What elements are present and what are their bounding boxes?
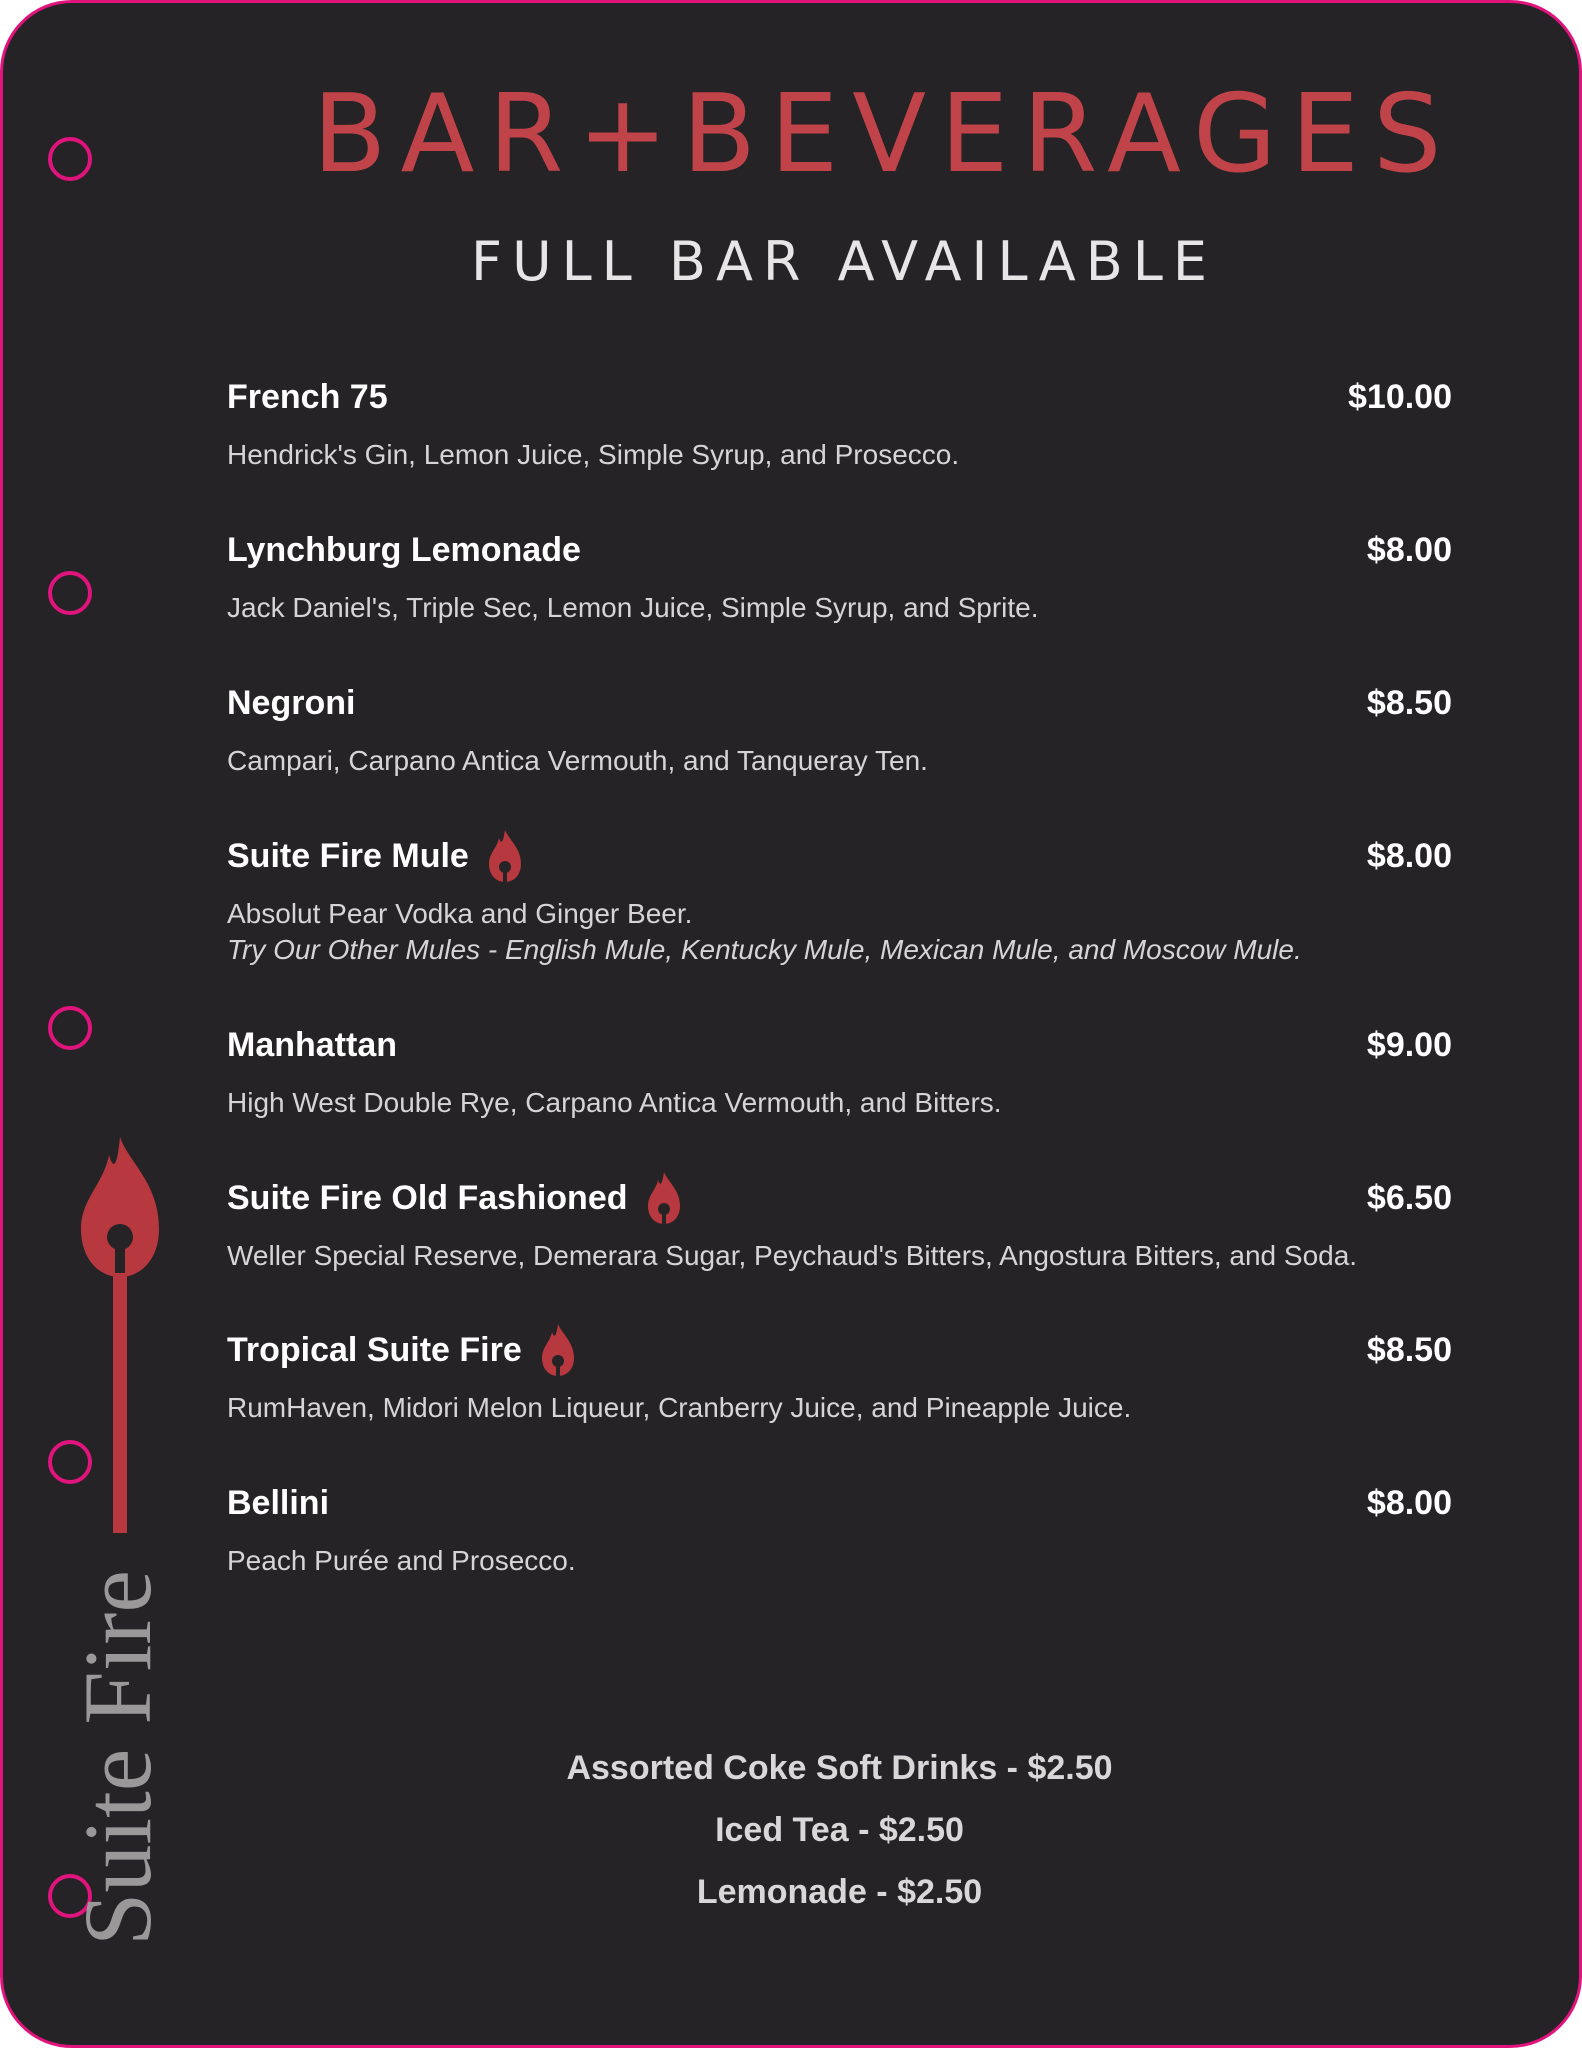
flame-icon (485, 828, 525, 884)
flame-icon (538, 1322, 578, 1378)
drink-name (227, 1176, 684, 1226)
drink-price: $8.50 (1366, 1331, 1452, 1369)
drink-name (227, 1328, 578, 1378)
drink-price: $6.50 (1366, 1179, 1452, 1217)
menu-subtitle: FULL BAR AVAILABLE (471, 230, 1217, 293)
soft-drink-item: Lemonade - $2.50 (696, 1873, 983, 1911)
drink-price: $10.00 (1348, 378, 1452, 416)
drink-name-text: Tropical Suite Fire (227, 1331, 522, 1369)
drink-description: Weller Special Reserve, Demerara Sugar, Peychaud's Bitters, Angostura Bitters, and Soda. (227, 1240, 1358, 1271)
drink-price: $9.00 (1366, 1026, 1452, 1064)
drink-item (227, 1176, 1452, 1274)
drink-description: Hendrick's Gin, Lemon Juice, Simple Syrup, and Prosecco. (227, 439, 960, 470)
menu-title: BAR+BEVERAGES (312, 72, 1456, 197)
drink-item (227, 834, 1452, 968)
drink-name: Bellini (227, 1484, 330, 1522)
drink-price: $8.00 (1366, 531, 1452, 569)
match-flame-icon (75, 1133, 165, 1533)
drink-description: Peach Purée and Prosecco. (227, 1545, 576, 1576)
drink-name: Lynchburg Lemonade (227, 531, 581, 569)
drink-price: $8.00 (1366, 1484, 1452, 1522)
drink-note: Try Our Other Mules - English Mule, Kentucky Mule, Mexican Mule, and Moscow Mule. (227, 934, 1302, 965)
drink-description: High West Double Rye, Carpano Antica Vermouth, and Bitters. (227, 1087, 1002, 1118)
drink-description: Absolut Pear Vodka and Ginger Beer. (227, 898, 693, 929)
drink-description: Campari, Carpano Antica Vermouth, and Tanqueray Ten. (227, 745, 928, 776)
drink-name: Negroni (227, 684, 356, 722)
brand-logo: Suite Fire (64, 1570, 171, 1946)
drink-item (227, 375, 1452, 473)
soft-drink-item: Assorted Coke Soft Drinks - $2.50 (566, 1749, 1113, 1787)
drink-description: RumHaven, Midori Melon Liqueur, Cranberry Juice, and Pineapple Juice. (227, 1392, 1132, 1423)
drink-name-text: Suite Fire Mule (227, 837, 469, 875)
drink-item (227, 1481, 1452, 1579)
drink-name-text: Suite Fire Old Fashioned (227, 1179, 628, 1217)
soft-drinks (227, 1737, 1452, 1923)
drink-item (227, 1328, 1452, 1426)
soft-drink-item: Iced Tea - $2.50 (715, 1811, 964, 1849)
binder-hole (48, 1006, 92, 1050)
drink-price: $8.00 (1366, 837, 1452, 875)
drink-name (227, 834, 525, 884)
drink-description: Jack Daniel's, Triple Sec, Lemon Juice, Simple Syrup, and Sprite. (227, 592, 1039, 623)
drink-name: French 75 (227, 378, 388, 416)
drink-price: $8.50 (1366, 684, 1452, 722)
drink-item (227, 528, 1452, 626)
drink-item (227, 1023, 1452, 1121)
drink-name: Manhattan (227, 1026, 397, 1064)
drink-item (227, 681, 1452, 779)
flame-icon (644, 1170, 684, 1226)
binder-hole (48, 571, 92, 615)
